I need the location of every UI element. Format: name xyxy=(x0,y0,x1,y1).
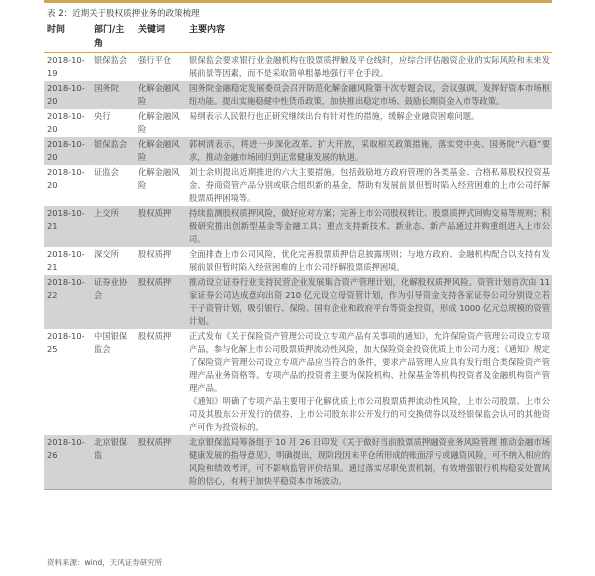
header-dept: 部门/主角 xyxy=(91,20,135,53)
cell-keyword: 化解金融风险 xyxy=(135,109,186,137)
cell-keyword: 化解金融风险 xyxy=(135,137,186,165)
policy-table xyxy=(44,20,552,490)
cell-content: 推动设立证券行业支持民营企业发展集合资产管理计划，化解股权质押风险。资管计划首次由 11 家证券公司达成意向出资 210 亿元设立母资管计划，作为引导资金支持各家证券公司分别设立若干子资管计划，吸引银行、保险、国有企业和政府平台等资金投资，形成 1000 亿元总规模的资管计划。 xyxy=(186,275,552,329)
cell-date: 2018-10-20 xyxy=(44,165,91,206)
content-paragraph: 《通知》明确了专项产品主要用于化解优质上市公司股票质押流动性风险，上市公司股票、上市公司及其股东公开发行的债券、上市公司股东非公开发行的可交换债券以及经银保监会认可的其他资产可作为投资标的。 xyxy=(189,396,550,432)
cell-keyword: 化解金融风险 xyxy=(135,81,186,109)
table-row xyxy=(44,435,552,490)
cell-content: 刘士余则提出近期推进的六大主要措施，包括鼓励地方政府管理的各类基金、合格私募股权投资基金、券商资管产品分别或联合组织新的基金，帮助有发展前景但暂时陷入经营困难的上市公司纾解股票质押困境等。 xyxy=(186,165,552,206)
table-header-row xyxy=(44,20,552,53)
cell-content: 银保监会要求银行业金融机构在股票质押触及平仓线时，应综合评估融资企业的实际风险和未来发展前景等因素，而不是采取简单粗暴地强行平仓手段。 xyxy=(186,53,552,82)
cell-dept: 银保监会 xyxy=(91,137,135,165)
content-paragraph: 正式发布《关于保险资产管理公司设立专项产品有关事项的通知》，允许保险资产管理公司设立专项产品，参与化解上市公司股票质押流动性风险，加大保险资金投资优质上市公司力度；《通知》规定了保险资产管理公司设立专项产品应当符合的条件，要求产品管理人应具有发行组合类保险资产管理产品业务资格等。专项产品的投资者主要为保险机构、社保基金等机构投资者及金融机构资产管理产品。 xyxy=(189,331,550,393)
cell-date: 2018-10-20 xyxy=(44,137,91,165)
top-accent-bar xyxy=(44,0,552,3)
cell-date: 2018-10-19 xyxy=(44,53,91,82)
cell-content: 郭树清表示，将进一步深化改革、扩大开放，采取相关政策措施，落实党中央、国务院“六稳”要求，推动金融市场回归到正常健康发展的轨道。 xyxy=(186,137,552,165)
cell-keyword: 强行平仓 xyxy=(135,53,186,82)
cell-keyword: 股权质押 xyxy=(135,435,186,490)
table-row xyxy=(44,81,552,109)
cell-keyword: 股权质押 xyxy=(135,329,186,435)
cell-dept: 证券业协会 xyxy=(91,275,135,329)
cell-keyword: 股权质押 xyxy=(135,247,186,275)
cell-date: 2018-10-20 xyxy=(44,109,91,137)
cell-keyword: 股权质押 xyxy=(135,206,186,247)
header-keyword: 关键词 xyxy=(135,20,186,53)
header-date: 时间 xyxy=(44,20,91,53)
table-row xyxy=(44,53,552,82)
table-row xyxy=(44,247,552,275)
cell-content: 北京银保监局筹备组于 10 月 26 日印发《关于做好当前股票质押融资业务风险管理 推动金融市场健康发展的指导意见》，明确提出，现阶段因未平仓所形成的账面浮亏或融资风险，可不纳入相应的风险和绩效考评，可不影响监管评价结果。通过落实尽职免责机制，有效增强银行机构稳妥处置风险的信心，有利于加快平稳资本市场波动。 xyxy=(186,435,552,490)
cell-content: 持续监测股权质押风险，做好应对方案；完善上市公司股权转让、股票质押式回购交易等规则；积极研究推出创新型基金等金融工具；重点支持新技术、新业态、新产品通过并购重组进入上市公司。 xyxy=(186,206,552,247)
table-caption: 表 2：近期关于股权质押业务的政策梳理 xyxy=(47,9,200,19)
table-row xyxy=(44,329,552,435)
cell-dept: 央行 xyxy=(91,109,135,137)
cell-content: 易纲表示人民银行也正研究继续出台有针对性的措施，缓解企业融资困难问题。 xyxy=(186,109,552,137)
cell-keyword: 化解金融风险 xyxy=(135,165,186,206)
cell-dept: 深交所 xyxy=(91,247,135,275)
source-note: 资料来源：wind，天风证券研究所 xyxy=(47,558,163,567)
cell-date: 2018-10-20 xyxy=(44,81,91,109)
cell-content: 全面排查上市公司风险，优化完善股票质押信息披露规则；与地方政府、金融机构配合以支持有发展前景但暂时陷入经营困难的上市公司纾解股票质押困境。 xyxy=(186,247,552,275)
cell-content xyxy=(186,329,552,435)
cell-date: 2018-10-26 xyxy=(44,435,91,490)
cell-dept: 北京银保监 xyxy=(91,435,135,490)
header-content: 主要内容 xyxy=(186,20,552,53)
cell-keyword: 股权质押 xyxy=(135,275,186,329)
table-row xyxy=(44,109,552,137)
cell-date: 2018-10-21 xyxy=(44,206,91,247)
cell-date: 2018-10-25 xyxy=(44,329,91,435)
cell-date: 2018-10-22 xyxy=(44,275,91,329)
cell-dept: 证监会 xyxy=(91,165,135,206)
cell-dept: 上交所 xyxy=(91,206,135,247)
cell-date: 2018-10-21 xyxy=(44,247,91,275)
table-row xyxy=(44,165,552,206)
table-row xyxy=(44,275,552,329)
cell-content: 国务院金融稳定发展委员会召开防范化解金融风险第十次专题会议，会议强调，发挥好资本市场枢纽功能。提出实施稳健中性货币政策，加快推出稳定市场、鼓励长期资金入市等政策。 xyxy=(186,81,552,109)
table-row xyxy=(44,206,552,247)
cell-dept: 中国银保监会 xyxy=(91,329,135,435)
cell-dept: 银保监会 xyxy=(91,53,135,82)
table-row xyxy=(44,137,552,165)
cell-dept: 国务院 xyxy=(91,81,135,109)
